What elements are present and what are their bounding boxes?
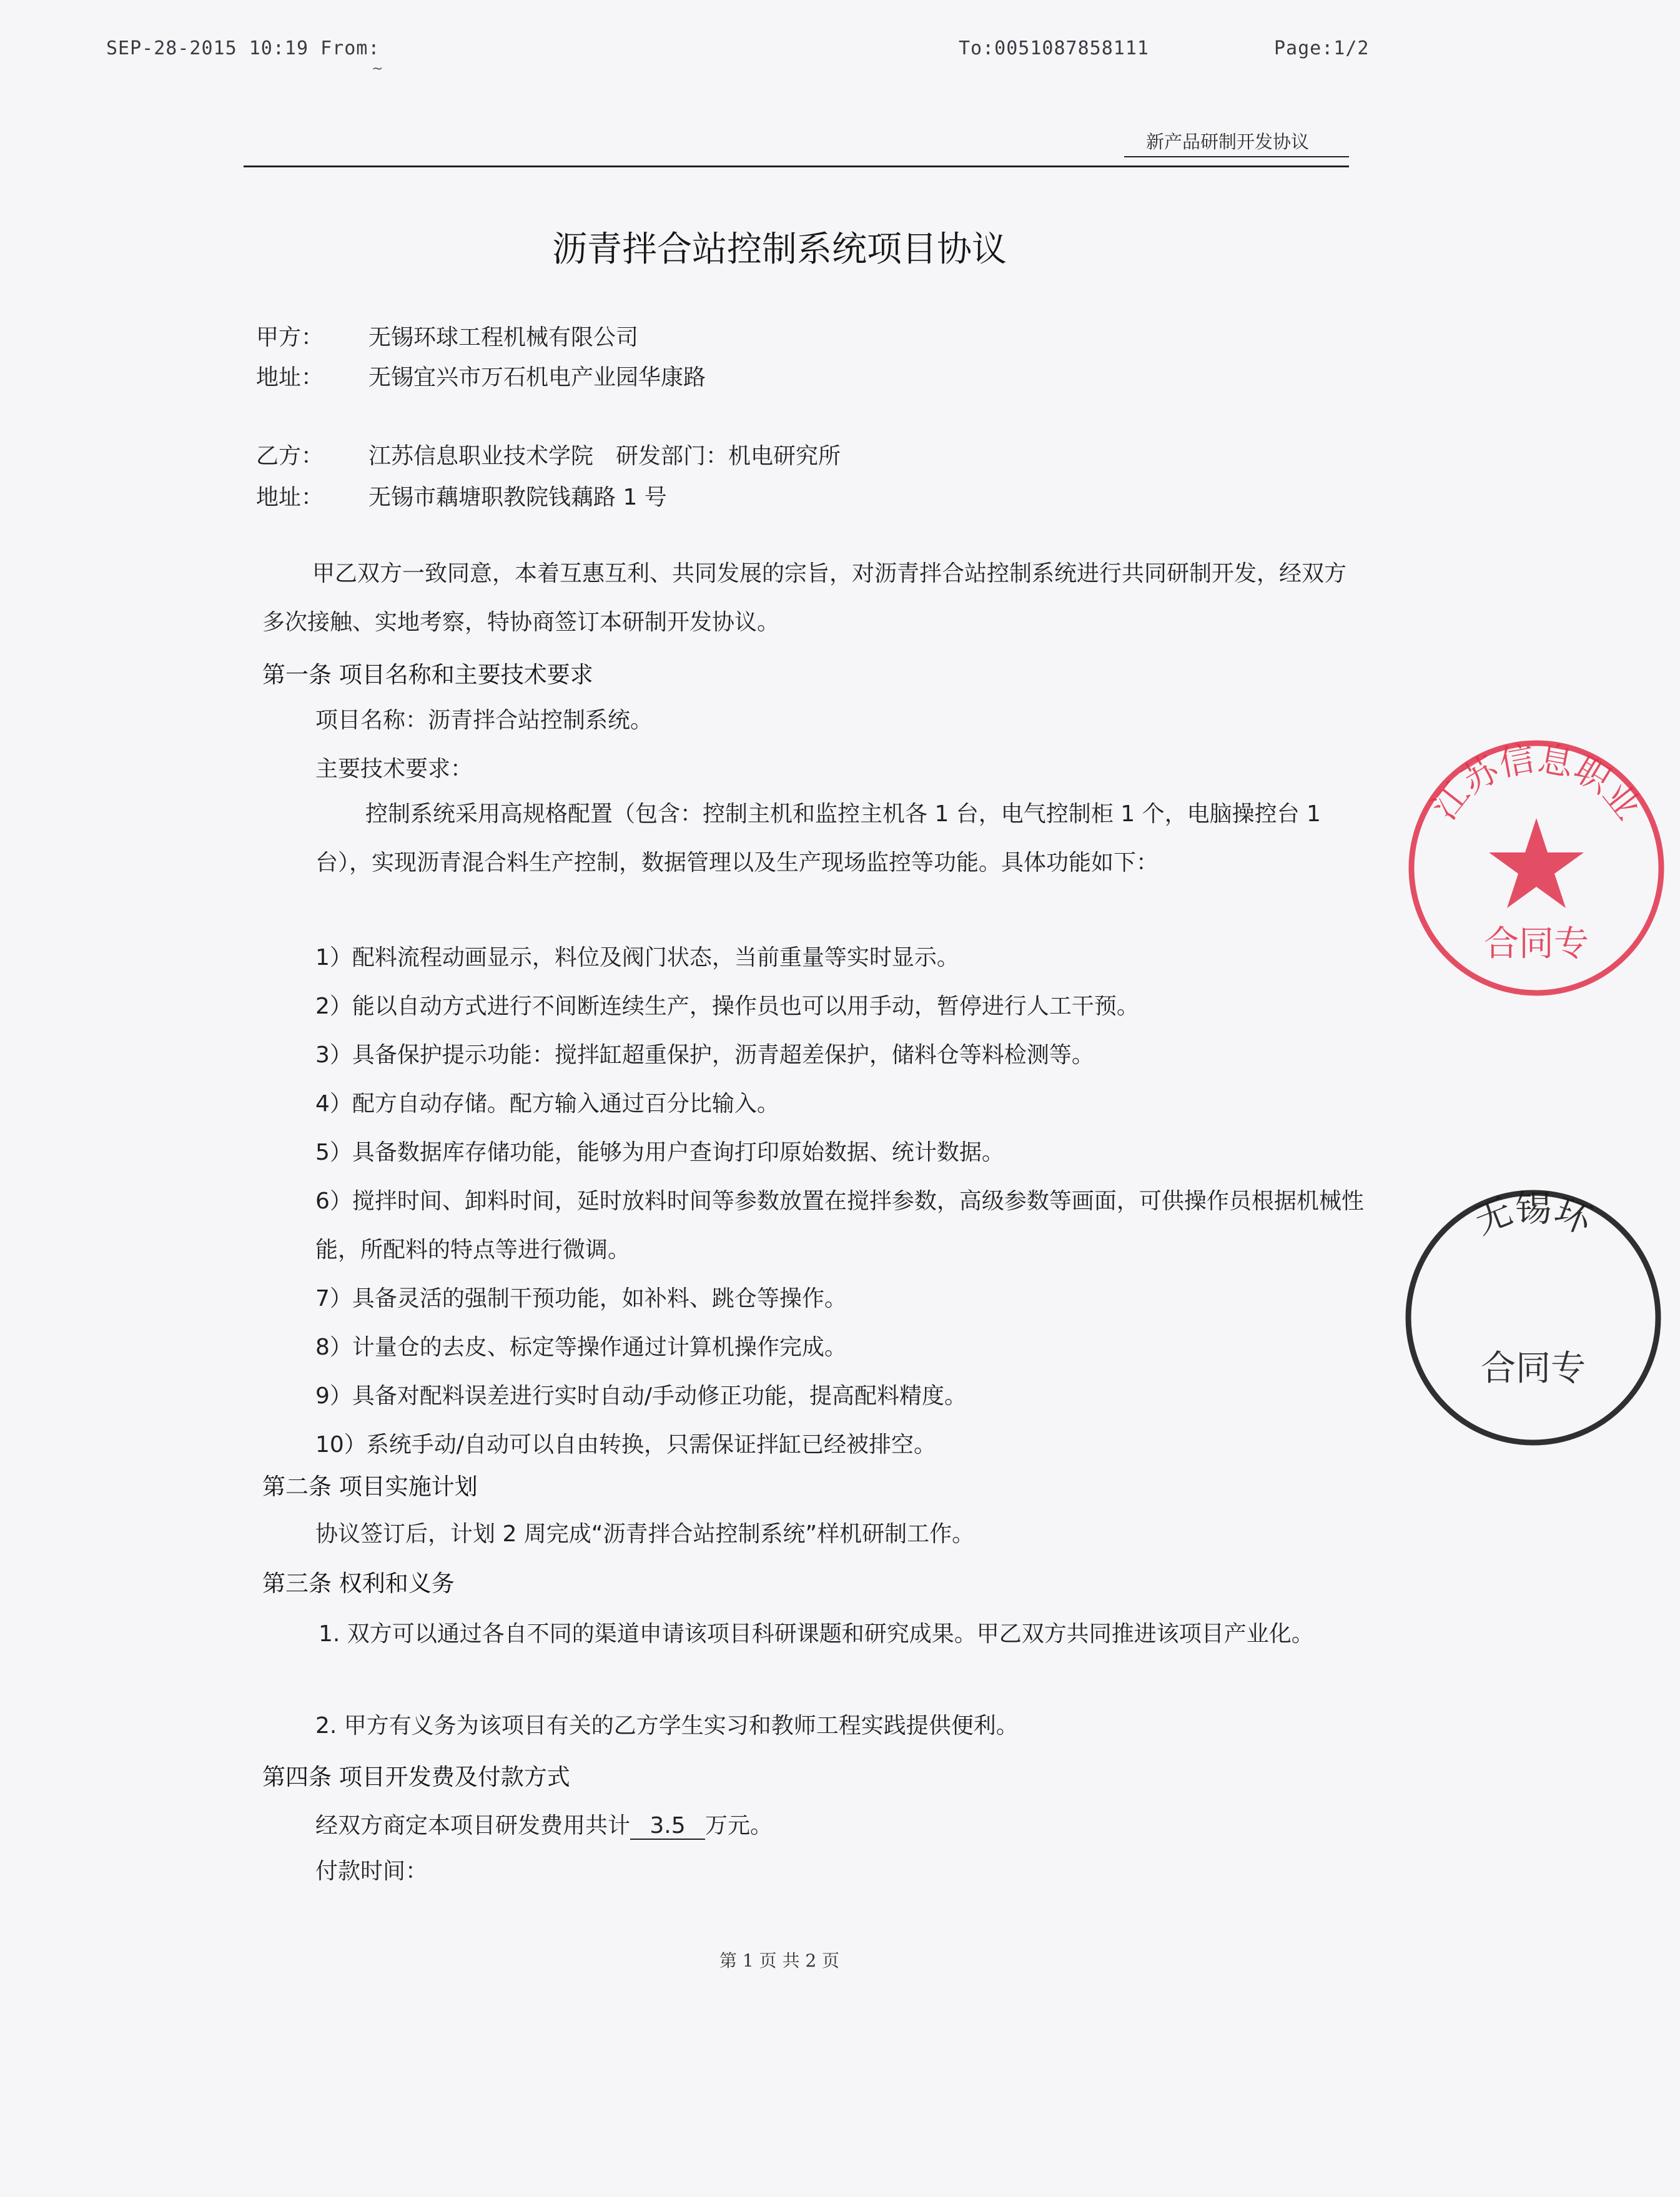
party-b-address-label: 地址：	[256, 485, 324, 510]
black-seal-arc-text: 无锡环	[1468, 1187, 1598, 1243]
list-item: 5）具备数据库存储功能，能够为用户查询打印原始数据、统计数据。	[315, 1140, 1004, 1165]
tech-requirements-heading: 主要技术要求：	[315, 756, 473, 782]
list-item: 2）能以自动方式进行不间断连续生产，操作员也可以用手动，暂停进行人工干预。	[315, 994, 1139, 1019]
party-b-label: 乙方：	[256, 443, 324, 469]
payment-time: 付款时间：	[315, 1859, 428, 1884]
list-item: 7）具备灵活的强制干预功能，如补料、跳仓等操作。	[315, 1286, 847, 1311]
cost-prefix: 经双方商定本项目研发费用共计	[315, 1813, 631, 1839]
party-b-address	[256, 480, 667, 511]
red-seal-stamp	[1393, 724, 1680, 1012]
black-seal-ring	[1408, 1193, 1658, 1443]
page-footer: 第 1 页 共 2 页	[719, 1950, 840, 1971]
duty-1: 1. 双方可以通过各自不同的渠道申请该项目科研课题和研究成果。甲乙双方共同推进该项目产业化。	[319, 1621, 1314, 1647]
development-cost	[315, 1808, 773, 1840]
red-seal-arc-text: 江苏信息职业	[1424, 738, 1649, 827]
list-item: 6）搅拌时间、卸料时间，延时放料时间等参数放置在搅拌参数，高级参数等画面，可供操作员根据机械性能，所配料的特点等进行微调。	[315, 1188, 1364, 1263]
party-a-address	[256, 360, 706, 392]
list-item: 10）系统手动/自动可以自由转换，只需保证拌缸已经被排空。	[315, 1432, 936, 1458]
article-4-heading: 第四条 项目开发费及付款方式	[262, 1764, 570, 1790]
article-1-heading: 第一条 项目名称和主要技术要求	[262, 661, 593, 688]
spec-paragraph: 控制系统采用高规格配置（包含：控制主机和监控主机各 1 台，电气控制柜 1 个，电脑操控台 1 台），实现沥青混合料生产控制，数据管理以及生产现场监控等功能。具体功能如下：	[315, 801, 1321, 876]
list-item: 9）具备对配料误差进行实时自动/手动修正功能，提高配料精度。	[315, 1383, 967, 1409]
red-seal-bottom-text: 合同专	[1484, 924, 1589, 964]
party-a	[256, 320, 638, 352]
party-a-name: 无锡环球工程机械有限公司	[368, 325, 639, 350]
cost-suffix: 万元。	[705, 1813, 773, 1839]
list-item: 1）配料流程动画显示，料位及阀门状态，当前重量等实时显示。	[315, 945, 959, 970]
duty-2: 2. 甲方有义务为该项目有关的乙方学生实习和教师工程实践提供便利。	[315, 1713, 1019, 1739]
black-seal-bottom-text: 合同专	[1481, 1348, 1586, 1389]
function-list	[315, 934, 1371, 1469]
list-item: 3）具备保护提示功能：搅拌缸超重保护，沥青超差保护，储料仓等料检测等。	[315, 1042, 1094, 1068]
red-seal-star	[1489, 818, 1584, 908]
fax-mark: ~	[372, 61, 383, 77]
project-name: 项目名称：沥青拌合站控制系统。	[315, 708, 653, 733]
implementation-plan: 协议签订后，计划 2 周完成“沥青拌合站控制系统”样机研制工作。	[315, 1521, 975, 1547]
party-b-address-value: 无锡市藕塘职教院钱藕路 1 号	[368, 485, 667, 510]
intro-paragraph: 甲乙双方一致同意，本着互惠互利、共同发展的宗旨，对沥青拌合站控制系统进行共同研制开发，经双方多次接触、实地考察，特协商签订本研制开发协议。	[262, 561, 1347, 635]
party-b	[256, 438, 841, 470]
header-tag: 新产品研制开发协议	[1146, 131, 1310, 152]
party-a-address-label: 地址：	[256, 365, 324, 390]
party-b-name: 江苏信息职业技术学院 研发部门：机电研究所	[368, 443, 841, 469]
fax-recipient: To:0051087858111	[959, 37, 1149, 59]
document-title: 沥青拌合站控制系统项目协议	[552, 229, 1007, 270]
fax-sent-line: SEP-28-2015 10:19 From:	[106, 37, 380, 59]
party-a-address-value: 无锡宜兴市万石机电产业园华康路	[368, 365, 706, 390]
list-item: 4）配方自动存储。配方输入通过百分比输入。	[315, 1091, 779, 1117]
list-item: 8）计量仓的去皮、标定等操作通过计算机操作完成。	[315, 1335, 847, 1360]
article-2-heading: 第二条 项目实施计划	[262, 1473, 478, 1500]
cost-amount: 3.5	[630, 1813, 705, 1840]
fax-page-number: Page:1/2	[1274, 37, 1370, 59]
article-3-heading: 第三条 权利和义务	[262, 1570, 455, 1597]
black-seal-stamp	[1390, 1174, 1677, 1461]
header-rule	[244, 165, 1349, 167]
party-a-label: 甲方：	[256, 325, 324, 350]
header-underline	[1124, 156, 1349, 157]
